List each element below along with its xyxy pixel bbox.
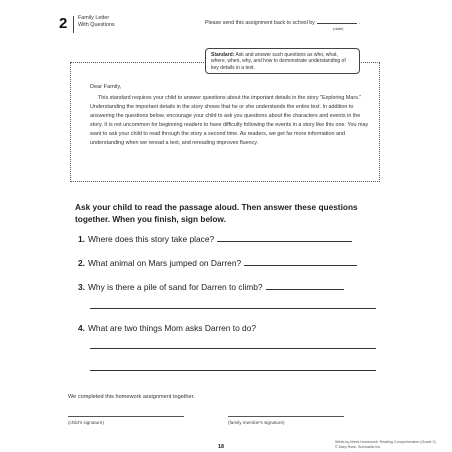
return-by-text: Please send this assignment back to school by [205,20,315,26]
page-number: 18 [218,444,224,450]
answer-line[interactable] [217,233,352,242]
family-signature-line[interactable] [228,416,344,417]
question-3 [78,281,344,292]
section-title-line2: With Questions [78,22,115,28]
question-number: 2. [78,258,85,268]
letter-body: This standard requires your child to answer questions about the important details in the story "Exploring Mars." Understanding the important details in the story shows that he or she understands the entire text. In addition to answering the questions below, encourage your child to ask you questions about the characters and events in the story. It is not uncommon for beginning readers to have difficulty following the events in a story like this one. You may want to ask your child to read through the story a second time. As readers, we get far more information and understanding when we reread a text, and rereading improves fluency. [90,95,369,146]
date-label: (date) [333,26,344,31]
standard-text: Ask and answer such questions as who, what, where, when, why, and how to demonstrate understanding of key details in a text. [211,52,346,71]
child-signature-line[interactable] [68,416,184,417]
question-1 [78,233,352,244]
answer-line[interactable] [244,257,357,266]
instructions-heading: Ask your child to read the passage aloud. Then answer these questions together. When you finish, sign below. [75,202,358,224]
answer-line[interactable] [90,348,376,349]
credit-line2: © Mary Rose, Scholastic Inc. [335,444,382,449]
completion-statement: We completed this homework assignment together. [68,394,195,400]
section-title [78,15,115,29]
question-2 [78,257,357,268]
return-by-instruction: Please send this assignment back to school by . [205,20,361,26]
letter-greeting: Dear Family, [90,84,122,90]
section-title-line1: Family Letter [78,15,110,21]
question-text: Why is there a pile of sand for Darren to climb? [88,282,263,292]
answer-line[interactable] [90,370,376,371]
question-text: What animal on Mars jumped on Darren? [88,258,242,268]
answer-line[interactable] [90,308,376,309]
standard-label: Standard: [211,52,235,58]
question-4 [78,323,256,333]
credit-text [335,440,445,449]
question-number: 3. [78,282,85,292]
standard-callout [205,48,360,74]
question-number: 1. [78,234,85,244]
family-signature-label: (family member's signature) [228,420,285,425]
return-date-blank[interactable] [317,18,357,24]
child-signature-label: (child's signature) [68,420,104,425]
header-divider [73,16,74,33]
question-number: 4. [78,323,85,333]
credit-line1: Week-by-Week Homework: Reading Comprehension (Grade 2) [335,440,436,444]
question-text: What are two things Mom asks Darren to do? [88,323,257,333]
question-text: Where does this story take place? [88,234,215,244]
answer-line[interactable] [266,281,344,290]
page-section-number: 2 [59,15,68,32]
